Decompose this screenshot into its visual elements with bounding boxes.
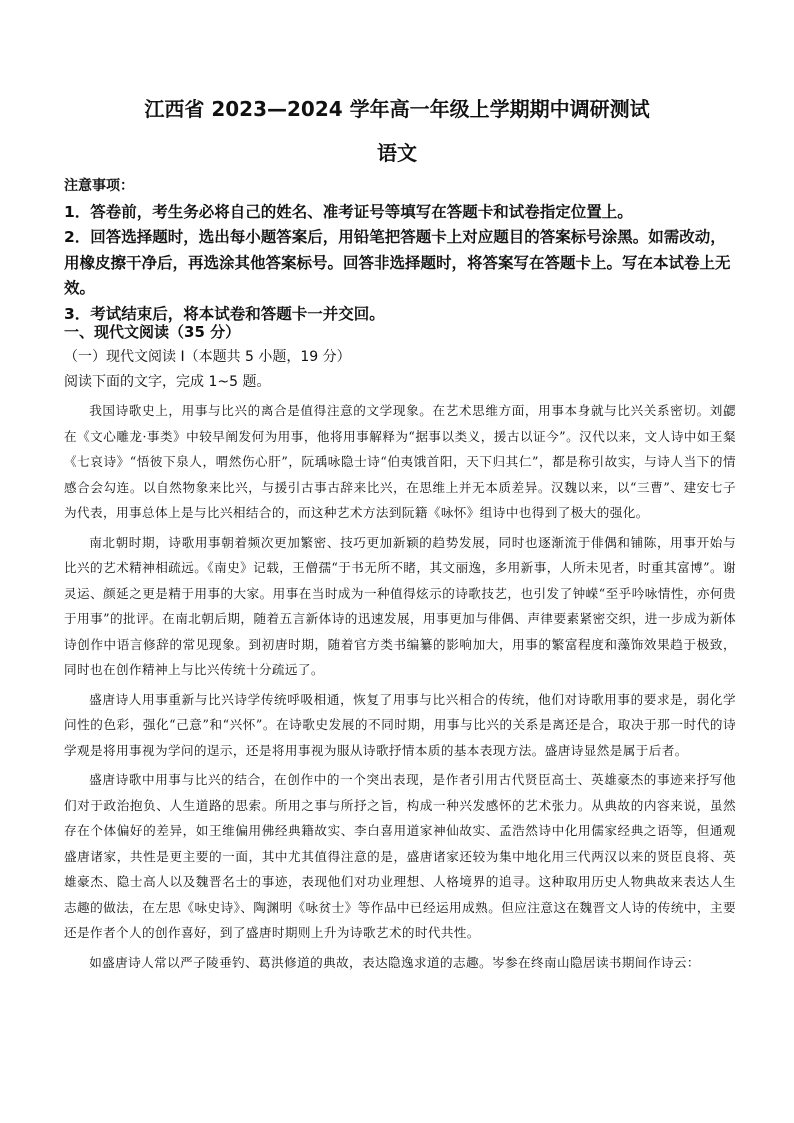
notice-item-3: 3．考试结束后，将本试卷和答题卡一并交回。 [64, 304, 385, 323]
subject-title: 语文 [377, 141, 417, 165]
notice-item-2: 2．回答选择题时，选出每小题答案后，用铅笔把答题卡上对应题目的答案标号涂黑。如需改动，用橡皮擦干净后，再选涂其他答案标号。回答非选择题时，将答案写在答题卡上。写在本试卷上无效。 [64, 228, 731, 297]
passage-paragraph: 盛唐诗歌中用事与比兴的结合，在创作中的一个突出表现，是作者引用古代贤臣高士、英雄豪杰的事迹来抒写他们对于政治抱负、人生道路的思索。所用之事与所抒之旨，构成一种兴发感怀的艺术张力。从典故的内容来说，虽然存在个体偏好的差异，如王维偏用佛经典籍故实、李白喜用道家神仙故实、孟浩然诗中化用儒家经典之语等，但通观盛唐诸家，共性是更主要的一面，其中尤其值得注意的是，盛唐诸家还较为集中地化用三代两汉以来的贤臣良将、英雄豪杰、隐士高人以及魏晋名士的事迹，表现他们对功业理想、人格境界的追寻。这种取用历史人物典故来表达人生志趣的做法，在左思《咏史诗》、陶渊明《咏贫士》等作品中已经运用成熟。但应注意这在魏晋文人诗的传统中，主要还是作者个人的创作喜好，到了盛唐时期则上升为诗歌艺术的时代共性。 [64, 772, 736, 940]
passage-paragraph: 盛唐诗人用事重新与比兴诗学传统呼吸相通，恢复了用事与比兴相合的传统，他们对诗歌用事的要求是，弱化学问性的色彩，强化“己意”和“兴怀”。在诗歌史发展的不同时期，用事与比兴的关系是离还是合，取决于那一时代的诗学观是将用事视为学问的逞示，还是将用事视为服从诗歌抒情本质的基本表现方法。盛唐诗显然是属于后者。 [64, 691, 736, 758]
passage-paragraph: 我国诗歌史上，用事与比兴的离合是值得注意的文学现象。在艺术思维方面，用事本身就与比兴关系密切。刘勰在《文心雕龙·事类》中较早阐发何为用事，他将用事解释为“据事以类义，援古以证今”。汉代以来，文人诗中如王粲《七哀诗》“悟彼下泉人，喟然伤心肝”，阮瑀咏隐士诗“伯夷饿首阳，天下归其仁”，都是称引故实，与诗人当下的情感合会勾连。以自然物象来比兴，与援引古事古辞来比兴，在思维上并无本质差异。汉魏以来，以“三曹”、建安七子为代表，用事总体上是与比兴相结合的，而这种艺术方法到阮籍《咏怀》组诗中也得到了极大的强化。 [64, 403, 736, 520]
passage [64, 398, 736, 979]
notice-block [64, 174, 736, 327]
section-heading: 一、现代文阅读（35 分） [64, 323, 241, 341]
section-subheading: （一）现代文阅读 I（本题共 5 小题，19 分） [64, 349, 351, 365]
passage-paragraph: 南北朝时期，诗歌用事朝着频次更加繁密、技巧更加新颖的趋势发展，同时也逐渐流于俳偶和铺陈，用事开始与比兴的艺术精神相疏远。《南史》记载，王僧孺“于书无所不睹，其文丽逸，多用新事，人所未见者，时重其富博”。谢灵运、颜延之更是精于用事的大家。用事在当时成为一种值得炫示的诗歌技艺，也引发了钟嵘“至乎吟咏情性，亦何贵于用事”的批评。在南北朝后期，随着五言新体诗的迅速发展，用事更加与俳偶、声律要素紧密交织，进一步成为新体诗创作中语言修辞的常见现象。到初唐时期，随着官方类书编纂的影响加大，用事的繁富程度和藻饰效果趋于极致，同时也在创作精神上与比兴传统十分疏远了。 [64, 534, 736, 677]
notice-heading: 注意事项： [64, 178, 134, 194]
passage-paragraph: 如盛唐诗人常以严子陵垂钓、葛洪修道的典故，表达隐逸求道的志趣。岑参在终南山隐居读书期间作诗云： [89, 954, 700, 970]
exam-title: 江西省 2023—2024 学年高一年级上学期期中调研测试 [144, 97, 650, 121]
notice-item-1: 1．答卷前，考生务必将自己的姓名、准考证号等填写在答题卡和试卷指定位置上。 [64, 202, 633, 221]
reading-instruction: 阅读下面的文字，完成 1~5 题。 [64, 374, 271, 390]
